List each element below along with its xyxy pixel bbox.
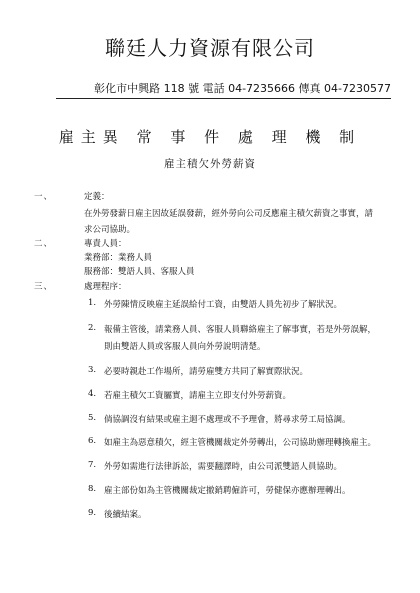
step-number-6: 6.	[88, 436, 97, 446]
step-number-5: 5.	[88, 413, 97, 423]
step-number-9: 9.	[88, 508, 97, 518]
section-heading-3: 處理程序：	[84, 282, 127, 292]
document-subtitle: 雇主積欠外勞薪資	[164, 158, 256, 170]
step-text-5: 倘協調沒有結果或雇主迴不處理或不予理會，將尋求勞工局協調。	[104, 415, 351, 425]
document-title: 雇主異 常 事 件 處 理 機 制	[58, 128, 362, 146]
step-number-3: 3.	[88, 365, 97, 375]
company-name: 聯廷人力資源有限公司	[105, 36, 315, 60]
step-text-1: 外勞陳情反映雇主延誤給付工資，由雙語人員先初步了解狀況。	[104, 300, 343, 310]
section-number-3: 三、	[34, 282, 54, 292]
step-number-2: 2.	[88, 323, 97, 333]
step-text-9: 後續結案。	[104, 510, 147, 520]
section-2-line-1: 業務部：業務人員	[84, 253, 153, 263]
step-text-2-line-1: 報備主管後，請業務人員、客服人員聯絡雇主了解事實，若是外勞誤解，	[104, 325, 377, 335]
step-text-7: 外勞如需進行法律訴訟，需要翻譯時，由公司派雙語人員協助。	[104, 462, 343, 472]
step-text-8: 雇主部份如為主管機關裁定撤銷聘僱許可，勞健保亦應辦理轉出。	[104, 486, 351, 496]
step-text-2-line-2: 則由雙語人員或客服人員向外勞說明清楚。	[104, 342, 266, 352]
step-number-7: 7.	[88, 460, 97, 470]
section-1-line-2: 求公司協助。	[84, 225, 136, 235]
address-line: 彰化市中興路 118 號 電話 04-7235666 傳真 04-7230577	[56, 80, 391, 99]
step-text-3: 必要時親赴工作場所，請勞雇雙方共同了解實際狀況。	[104, 367, 309, 377]
step-number-1: 1.	[88, 298, 97, 308]
step-number-8: 8.	[88, 484, 97, 494]
step-text-4: 若雇主積欠工資屬實，請雇主立即支付外勞薪資。	[104, 391, 292, 401]
section-2-line-2: 服務部：雙語人員、客服人員	[84, 267, 195, 277]
section-1-line-1: 在外勞發薪日雇主因故延誤發薪，經外勞向公司反應雇主積欠薪資之事實，請	[84, 209, 374, 219]
section-heading-2: 專責人員：	[84, 239, 127, 249]
section-number-1: 一、	[34, 192, 54, 202]
section-heading-1: 定義：	[84, 192, 110, 202]
step-number-4: 4.	[88, 389, 97, 399]
section-number-2: 二、	[34, 239, 54, 249]
step-text-6: 如雇主為惡意積欠，經主管機關裁定外勞轉出，公司協助辦理轉換雇主。	[104, 438, 377, 448]
